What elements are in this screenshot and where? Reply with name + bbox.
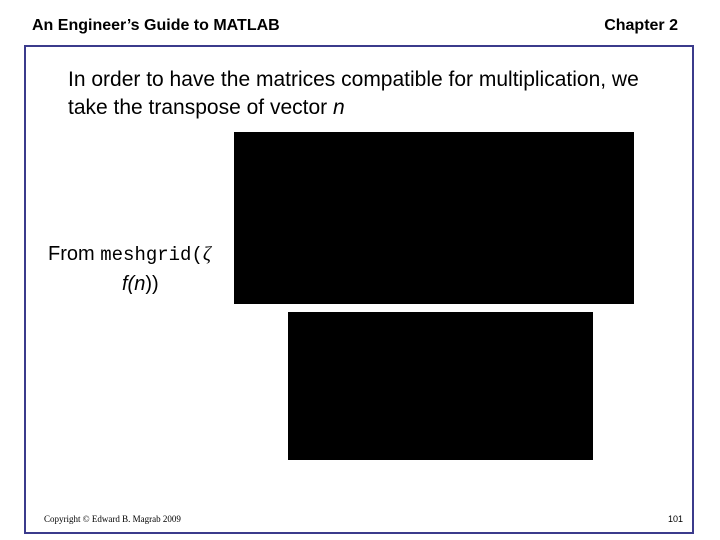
from-line-2 (122, 273, 159, 296)
from-code: meshgrid( (100, 244, 203, 266)
footer-page-number: 101 (667, 514, 683, 524)
intro-text: In order to have the matrices compatible for multiplication, we take the transpose of vector (68, 68, 639, 119)
from-line2-var: n (134, 273, 146, 295)
footer-copyright: Copyright © Edward B. Magrab 2009 (44, 514, 181, 524)
intro-paragraph (68, 66, 668, 122)
redacted-image-top (234, 132, 634, 304)
redacted-image-bottom (288, 312, 593, 460)
slide-header-chapter: Chapter 2 (604, 17, 678, 34)
from-word: From (48, 243, 95, 265)
from-line2-prefix: f( (122, 273, 135, 295)
intro-variable: n (333, 96, 345, 119)
slide-header-title: An Engineer’s Guide to MATLAB (32, 17, 280, 34)
from-symbol: ζ (202, 243, 211, 265)
from-line (48, 243, 211, 266)
from-line2-suffix: )) (145, 273, 159, 295)
